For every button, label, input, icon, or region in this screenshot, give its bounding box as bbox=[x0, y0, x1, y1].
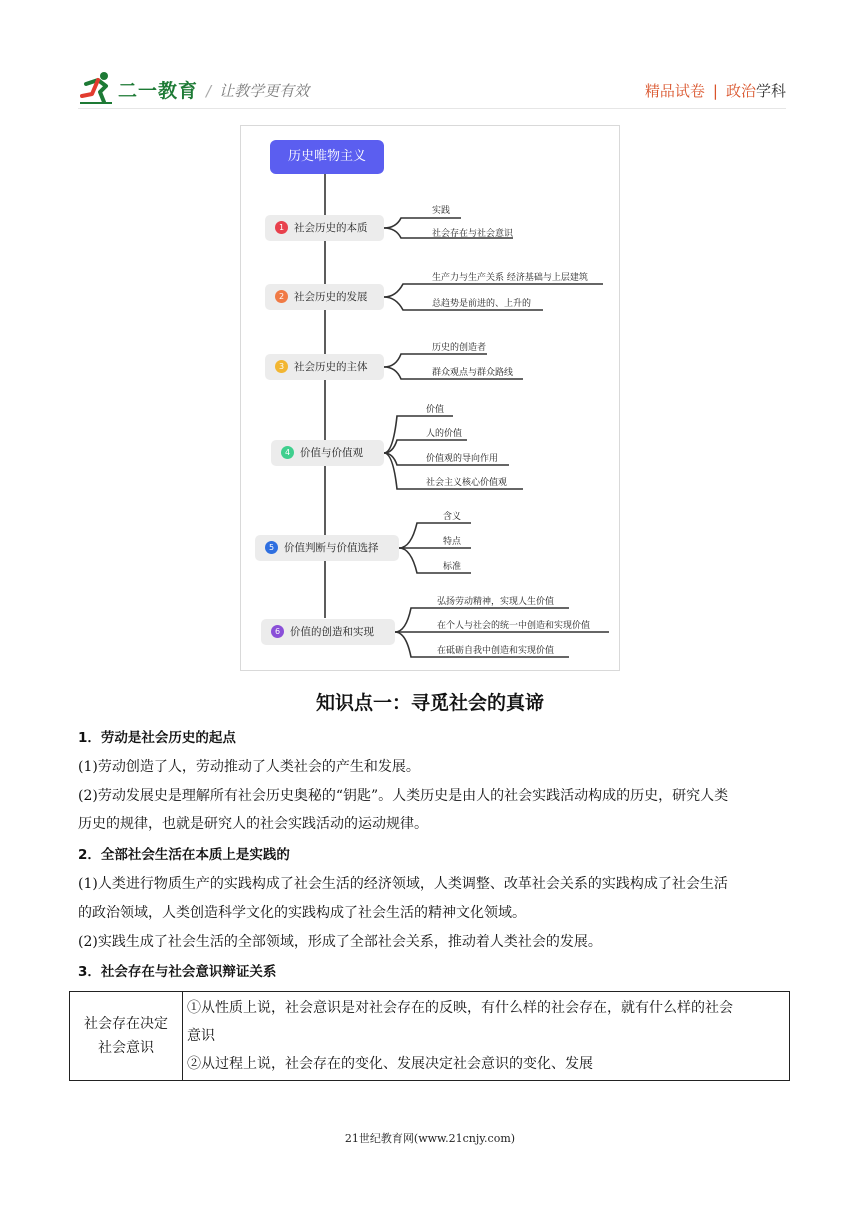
branch-number-badge: 6 bbox=[271, 625, 284, 638]
header-divider bbox=[78, 108, 786, 109]
mindmap-leaf: 标准 bbox=[443, 562, 462, 572]
paragraph-2-line-1: (2)劳动发展史是理解所有社会历史奥秘的“钥匙”。人类历史是由人的社会实践活动构成的历史，研究人类 bbox=[78, 788, 729, 804]
branch-label: 社会历史的本质 bbox=[294, 222, 368, 234]
mindmap-leaf: 人的价值 bbox=[426, 429, 463, 439]
header-right-label: 精品试卷 bbox=[644, 82, 705, 100]
mindmap-leaf: 社会主义核心价值观 bbox=[426, 478, 508, 488]
paragraph-1: (1)劳动创造了人，劳动推动了人类社会的产生和发展。 bbox=[78, 759, 420, 775]
mindmap-branch-4 bbox=[271, 440, 384, 466]
mindmap-leaf: 在砥砺自我中创造和实现价值 bbox=[437, 646, 555, 656]
paragraph-2-line-2: 历史的规律，也就是研究人的社会实践活动的运动规律。 bbox=[78, 816, 428, 832]
branch-label: 价值判断与价值选择 bbox=[284, 542, 379, 554]
heading-2: 2．全部社会生活在本质上是实践的 bbox=[78, 847, 290, 863]
table-left-line-2: 社会意识 bbox=[98, 1040, 154, 1056]
mindmap-leaf: 特点 bbox=[443, 537, 462, 547]
mindmap-leaf: 实践 bbox=[432, 206, 451, 216]
table-cell-left bbox=[70, 992, 183, 1081]
mindmap-leaf: 群众观点与群众路线 bbox=[432, 368, 514, 378]
section-title: 知识点一：寻觅社会的真谛 bbox=[315, 692, 544, 714]
logo-text: 二一教育 bbox=[118, 80, 199, 102]
branch-number-badge: 3 bbox=[275, 360, 288, 373]
slogan-text: 让教学更有效 bbox=[219, 82, 310, 100]
mindmap-leaf: 弘扬劳动精神，实现人生价值 bbox=[437, 597, 555, 607]
heading-1: 1．劳动是社会历史的起点 bbox=[78, 730, 236, 746]
branch-label: 价值的创造和实现 bbox=[290, 626, 374, 638]
mindmap-leaf: 在个人与社会的统一中创造和实现价值 bbox=[437, 621, 591, 631]
table-right-line-2: 意识 bbox=[187, 1028, 215, 1044]
table-right-line-1: ①从性质上说，社会意识是对社会存在的反映，有什么样的社会存在，就有什么样的社会 bbox=[187, 1000, 733, 1016]
mindmap-leaf: 历史的创造者 bbox=[432, 343, 487, 353]
mindmap-branch-6 bbox=[261, 619, 395, 645]
heading-3: 3．社会存在与社会意识辩证关系 bbox=[78, 964, 277, 980]
table-right-line-3: ②从过程上说，社会存在的变化、发展决定社会意识的变化、发展 bbox=[187, 1056, 593, 1072]
subject-suffix: 学科 bbox=[755, 82, 786, 100]
mindmap-branch-3 bbox=[265, 354, 384, 380]
branch-label: 价值与价值观 bbox=[300, 447, 363, 459]
runner-logo-icon bbox=[78, 70, 114, 104]
paragraph-3-line-1: (1)人类进行物质生产的实践构成了社会生活的经济领域，人类调整、改革社会关系的实践构成了社会生活 bbox=[78, 876, 728, 892]
mindmap-leaf: 含义 bbox=[443, 512, 462, 522]
relation-table bbox=[69, 991, 790, 1081]
mindmap-leaf: 价值 bbox=[426, 405, 445, 415]
mindmap-branch-5 bbox=[255, 535, 399, 561]
mindmap-branch-2 bbox=[265, 284, 384, 310]
mindmap-leaf: 价值观的导向作用 bbox=[426, 454, 499, 464]
branch-number-badge: 4 bbox=[281, 446, 294, 459]
mindmap-connectors bbox=[241, 126, 619, 670]
branch-number-badge: 5 bbox=[265, 541, 278, 554]
branch-number-badge: 1 bbox=[275, 221, 288, 234]
mindmap-figure bbox=[240, 125, 620, 671]
mindmap-leaf: 生产力与生产关系 经济基础与上层建筑 bbox=[432, 273, 588, 283]
mindmap-leaf: 社会存在与社会意识 bbox=[432, 229, 514, 239]
table-cell-right bbox=[183, 992, 790, 1081]
page-header bbox=[78, 70, 786, 110]
mindmap-leaf: 总趋势是前进的、上升的 bbox=[432, 299, 532, 309]
page-footer: 21世纪教育网(www.21cnjy.com) bbox=[344, 1132, 516, 1145]
header-separator: | bbox=[712, 82, 718, 100]
paragraph-3-line-2: 的政治领域，人类创造科学文化的实践构成了社会生活的精神文化领域。 bbox=[78, 905, 526, 921]
slogan: / 让教学更有效 bbox=[206, 82, 310, 100]
subject-prefix: 政治 bbox=[725, 82, 756, 100]
mindmap-branch-1 bbox=[265, 215, 384, 241]
branch-number-badge: 2 bbox=[275, 290, 288, 303]
table-row bbox=[70, 992, 790, 1081]
mindmap-root-node: 历史唯物主义 bbox=[270, 140, 384, 174]
branch-label: 社会历史的主体 bbox=[294, 361, 368, 373]
paragraph-4: (2)实践生成了社会生活的全部领域，形成了全部社会关系，推动着人类社会的发展。 bbox=[78, 934, 602, 950]
branch-label: 社会历史的发展 bbox=[294, 291, 368, 303]
table-left-line-1: 社会存在决定 bbox=[84, 1016, 168, 1032]
header-subject bbox=[645, 80, 786, 101]
